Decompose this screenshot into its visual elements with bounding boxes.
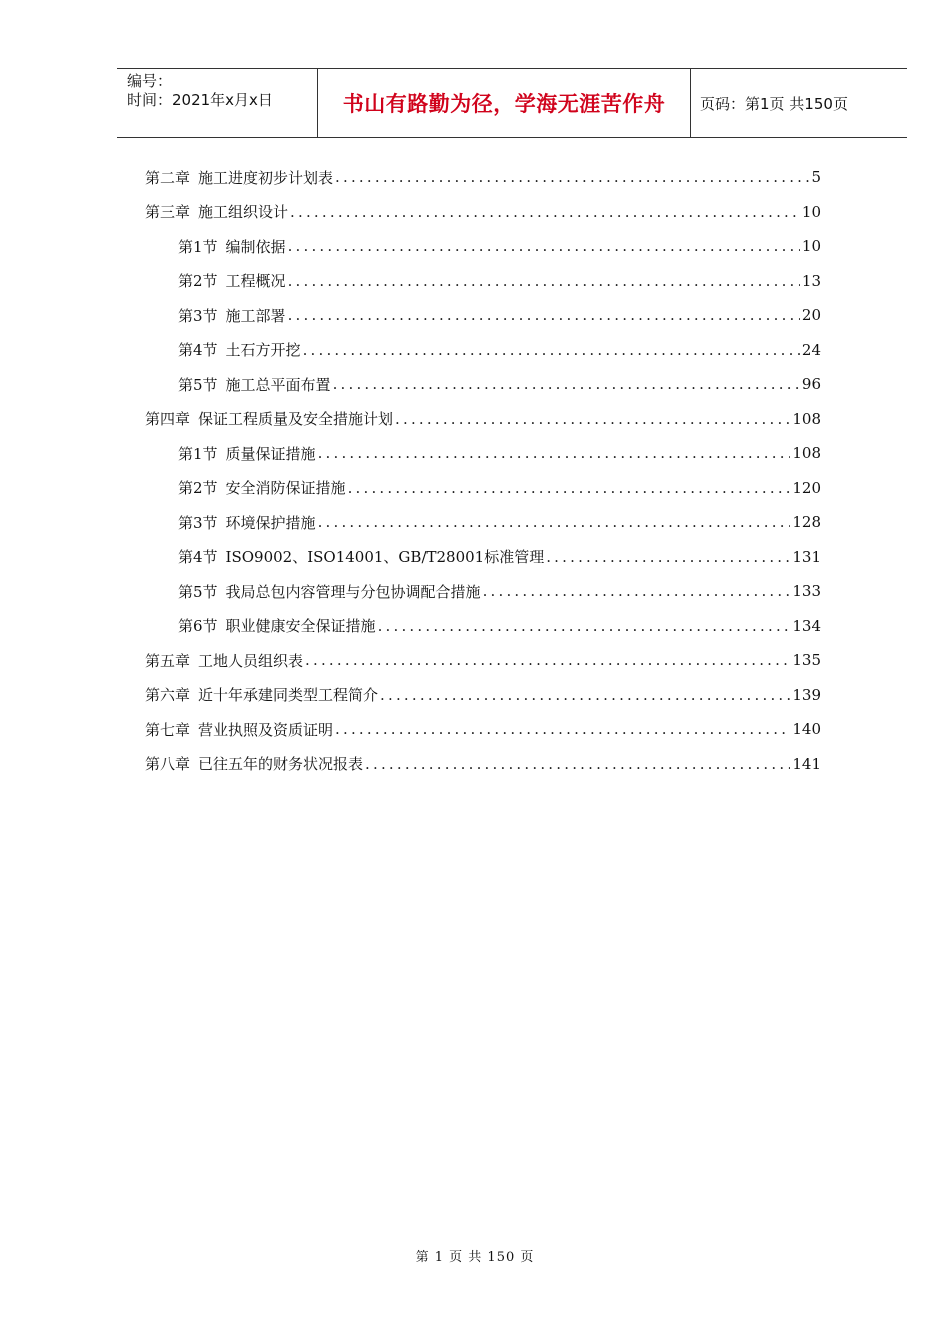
toc-section-entry[interactable] bbox=[145, 229, 821, 264]
toc-section-entry[interactable] bbox=[145, 609, 821, 644]
toc-entry-title: 近十年承建同类型工程简介 bbox=[198, 686, 379, 705]
toc-dot-leader bbox=[380, 686, 790, 704]
toc-dot-leader bbox=[290, 203, 800, 221]
toc-entry-number: 第4节 bbox=[178, 548, 218, 567]
toc-section-entry[interactable] bbox=[145, 574, 821, 609]
toc-dot-leader bbox=[318, 444, 791, 462]
toc-entry-title: 施工总平面布置 bbox=[225, 375, 331, 394]
toc-entry-page-number: 133 bbox=[792, 582, 821, 601]
toc-entry-page-number: 134 bbox=[792, 616, 821, 635]
toc-dot-leader bbox=[318, 513, 791, 531]
toc-dot-leader bbox=[483, 582, 791, 600]
page-header bbox=[117, 68, 907, 138]
toc-entry-number: 第二章 bbox=[145, 168, 191, 187]
toc-section-entry[interactable] bbox=[145, 298, 821, 333]
toc-chapter-entry[interactable] bbox=[145, 195, 821, 230]
toc-section-entry[interactable] bbox=[145, 264, 821, 299]
toc-entry-title: 编制依据 bbox=[225, 237, 286, 256]
toc-entry-number: 第2节 bbox=[178, 479, 218, 498]
toc-entry-page-number: 13 bbox=[801, 271, 821, 290]
toc-entry-title: 施工进度初步计划表 bbox=[198, 168, 334, 187]
header-motto: 书山有路勤为径，学海无涯苦作舟 bbox=[318, 69, 691, 137]
toc-entry-title: 已往五年的财务状况报表 bbox=[198, 755, 364, 774]
toc-entry-title: 营业执照及资质证明 bbox=[198, 720, 334, 739]
toc-dot-leader bbox=[335, 720, 790, 738]
document-date-label: 时间：2021年x月x日 bbox=[127, 91, 273, 109]
toc-chapter-entry[interactable] bbox=[145, 160, 821, 195]
header-page-info: 页码：第1页 共150页 bbox=[700, 94, 848, 113]
toc-dot-leader bbox=[333, 375, 800, 393]
page-footer: 第 1 页 共 150 页 bbox=[415, 1250, 535, 1265]
toc-chapter-entry[interactable] bbox=[145, 747, 821, 782]
toc-dot-leader bbox=[378, 617, 791, 635]
toc-entry-title: 工地人员组织表 bbox=[198, 651, 304, 670]
toc-entry-title: 施工组织设计 bbox=[198, 203, 289, 222]
toc-section-entry[interactable] bbox=[145, 505, 821, 540]
toc-dot-leader bbox=[288, 306, 800, 324]
header-meta-cell bbox=[117, 69, 318, 137]
toc-entry-number: 第五章 bbox=[145, 651, 191, 670]
toc-section-entry[interactable] bbox=[145, 333, 821, 368]
toc-chapter-entry[interactable] bbox=[145, 402, 821, 437]
toc-entry-number: 第三章 bbox=[145, 203, 191, 222]
toc-chapter-entry[interactable] bbox=[145, 643, 821, 678]
toc-entry-title: 环境保护措施 bbox=[225, 513, 316, 532]
toc-dot-leader bbox=[288, 237, 800, 255]
toc-entry-number: 第八章 bbox=[145, 755, 191, 774]
toc-entry-number: 第1节 bbox=[178, 237, 218, 256]
toc-entry-title: 土石方开挖 bbox=[225, 341, 301, 360]
toc-entry-number: 第4节 bbox=[178, 341, 218, 360]
toc-dot-leader bbox=[546, 548, 790, 566]
toc-dot-leader bbox=[303, 341, 800, 359]
toc-entry-number: 第1节 bbox=[178, 444, 218, 463]
toc-entry-page-number: 140 bbox=[792, 720, 821, 739]
toc-entry-number: 第5节 bbox=[178, 582, 218, 601]
toc-section-entry[interactable] bbox=[145, 436, 821, 471]
toc-dot-leader bbox=[365, 755, 790, 773]
toc-entry-page-number: 120 bbox=[792, 478, 821, 497]
toc-dot-leader bbox=[395, 410, 790, 428]
toc-entry-title: 保证工程质量及安全措施计划 bbox=[198, 410, 394, 429]
toc-entry-title: 质量保证措施 bbox=[225, 444, 316, 463]
toc-entry-page-number: 5 bbox=[811, 168, 821, 187]
toc-entry-page-number: 131 bbox=[792, 547, 821, 566]
toc-entry-number: 第6节 bbox=[178, 617, 218, 636]
toc-entry-title: 职业健康安全保证措施 bbox=[225, 617, 376, 636]
toc-entry-number: 第3节 bbox=[178, 306, 218, 325]
toc-entry-page-number: 128 bbox=[792, 513, 821, 532]
toc-entry-number: 第5节 bbox=[178, 375, 218, 394]
toc-entry-title: 工程概况 bbox=[225, 272, 286, 291]
toc-entry-page-number: 20 bbox=[801, 306, 821, 325]
toc-entry-page-number: 24 bbox=[801, 340, 821, 359]
toc-entry-page-number: 96 bbox=[801, 375, 821, 394]
toc-section-entry[interactable] bbox=[145, 367, 821, 402]
toc-section-entry[interactable] bbox=[145, 471, 821, 506]
toc-dot-leader bbox=[348, 479, 791, 497]
toc-entry-number: 第六章 bbox=[145, 686, 191, 705]
toc-entry-title: ISO9002、ISO14001、GB/T28001标准管理 bbox=[225, 548, 545, 567]
toc-dot-leader bbox=[288, 272, 800, 290]
toc-chapter-entry[interactable] bbox=[145, 712, 821, 747]
document-number-label: 编号： bbox=[127, 72, 173, 90]
toc-entry-page-number: 139 bbox=[792, 685, 821, 704]
toc-entry-page-number: 10 bbox=[801, 202, 821, 221]
toc-chapter-entry[interactable] bbox=[145, 678, 821, 713]
toc-dot-leader bbox=[335, 168, 809, 186]
toc-entry-number: 第四章 bbox=[145, 410, 191, 429]
table-of-contents bbox=[145, 160, 821, 781]
toc-section-entry[interactable] bbox=[145, 540, 821, 575]
toc-entry-number: 第2节 bbox=[178, 272, 218, 291]
toc-entry-page-number: 108 bbox=[792, 409, 821, 428]
toc-entry-page-number: 141 bbox=[792, 754, 821, 773]
toc-dot-leader bbox=[305, 651, 790, 669]
toc-entry-title: 安全消防保证措施 bbox=[225, 479, 346, 498]
toc-entry-number: 第七章 bbox=[145, 720, 191, 739]
toc-entry-page-number: 108 bbox=[792, 444, 821, 463]
toc-entry-number: 第3节 bbox=[178, 513, 218, 532]
toc-entry-page-number: 10 bbox=[801, 237, 821, 256]
toc-entry-title: 施工部署 bbox=[225, 306, 286, 325]
toc-entry-title: 我局总包内容管理与分包协调配合措施 bbox=[225, 582, 481, 601]
toc-entry-page-number: 135 bbox=[792, 651, 821, 670]
